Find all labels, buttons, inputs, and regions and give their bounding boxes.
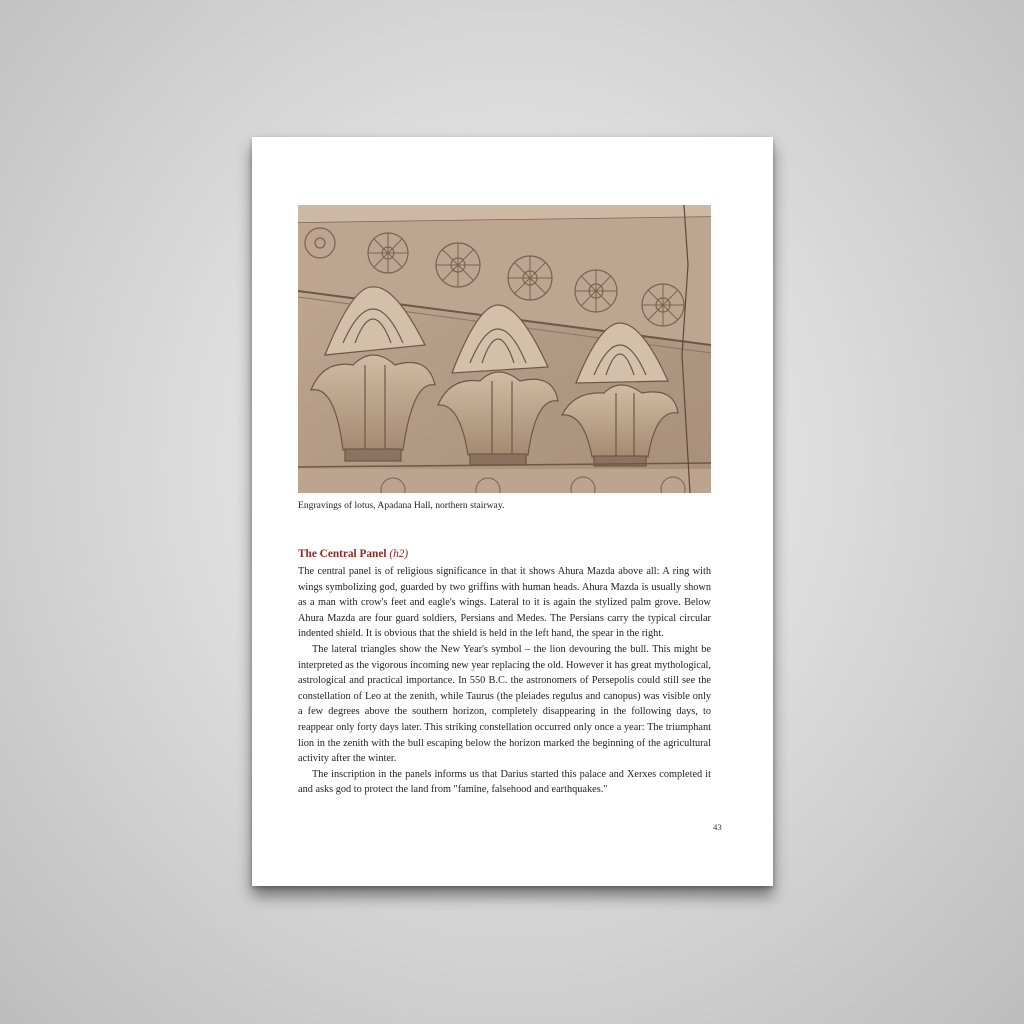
book-page bbox=[252, 137, 773, 886]
photo-caption: Engravings of lotus, Apadana Hall, northern stairway. bbox=[298, 500, 505, 511]
paragraph-3: The inscription in the panels informs us that Darius started this palace and Xerxes completed it and asks god to protect the land from "famine, falsehood and earthquakes." bbox=[298, 768, 711, 796]
lotus-engraving-photo bbox=[298, 205, 711, 493]
section-heading bbox=[298, 548, 408, 560]
body-text bbox=[298, 564, 711, 798]
section-tag: (h2) bbox=[389, 548, 409, 560]
paragraph-2: The lateral triangles show the New Year's symbol – the lion devouring the bull. This might be interpreted as the vigorous incoming new year replacing the old. However it has great mythological, astrological and practical importance. In 550 B.C. the astronomers of Persepolis could still see the constellation of Leo at the zenith, while Taurus (the pleiades regulus and canopus) was visible only a few degrees above the southern horizon, completely disappearing in the following days, to reappear only forty days later. This striking constellation occurred only once a year: The triumphant lion in the zenith with the bull escaping below the horizon marked the beginning of the agricultural activity after the winter. bbox=[298, 643, 711, 765]
section-title-text: The Central Panel bbox=[298, 548, 387, 560]
paragraph-1: The central panel is of religious significance in that it shows Ahura Mazda above all: A ring with wings symbolizing god, guarded by two griffins with human heads. Ahura Mazda is usually shown as a man with crow's feet and eagle's wings. Lateral to it is again the stylized palm grove. Below Ahura Mazda are four guard soldiers, Persians and Medes. The Persians carry the typical circular indented shield. It is obvious that the shield is held in the left hand, the spear in the right. bbox=[298, 566, 711, 640]
page-number: 43 bbox=[713, 822, 722, 832]
